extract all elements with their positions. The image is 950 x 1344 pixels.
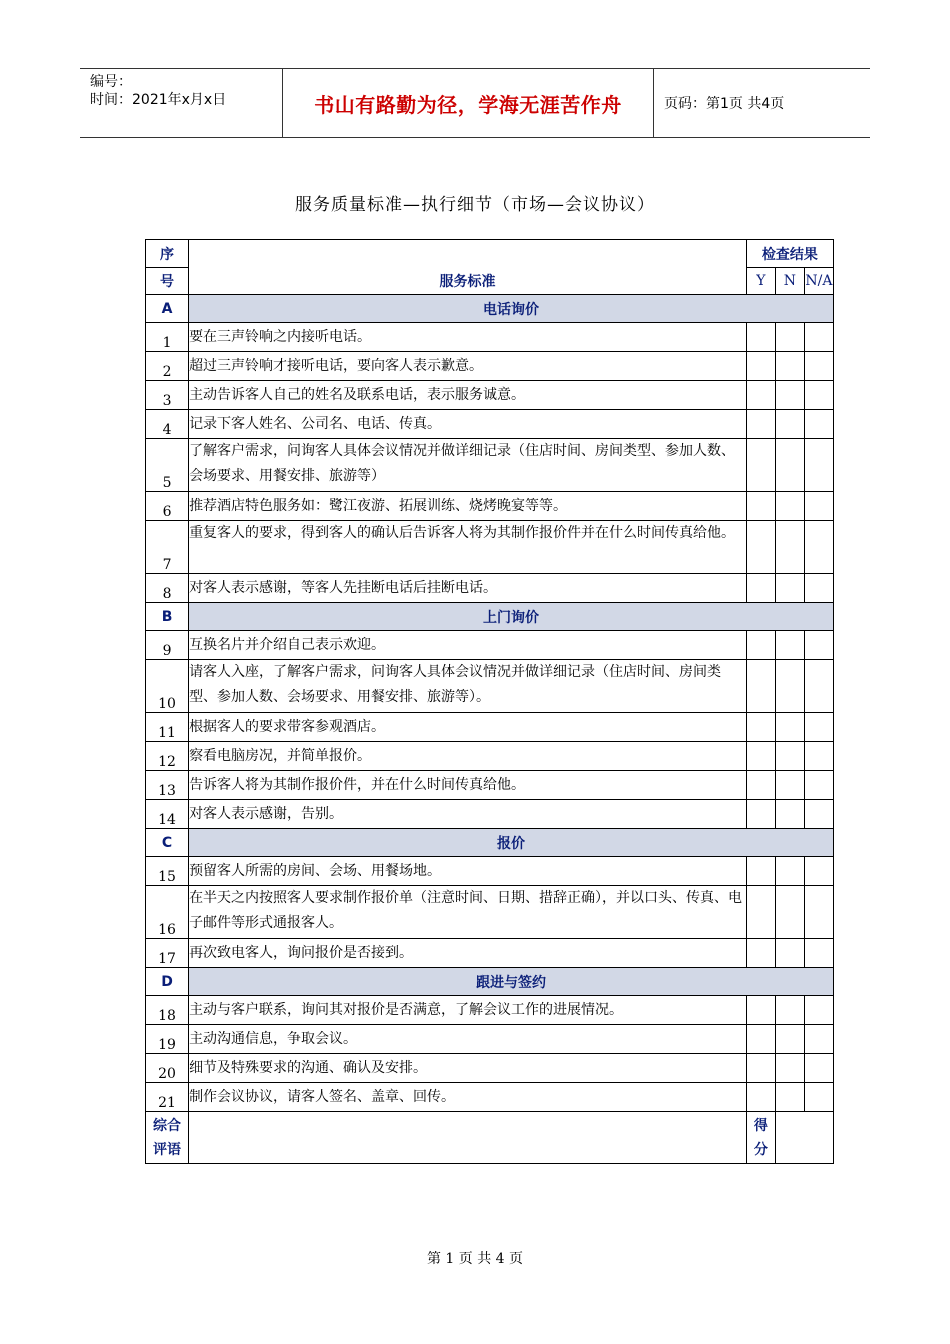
check-n-cell[interactable] <box>775 713 804 742</box>
check-n-cell[interactable] <box>775 742 804 771</box>
check-na-cell[interactable] <box>804 521 833 574</box>
standard-row <box>146 352 834 381</box>
check-na-cell[interactable] <box>804 800 833 829</box>
standard-row <box>146 660 834 713</box>
standard-text: 了解客户需求，问询客人具体会议情况并做详细记录（住店时间、房间类型、参加人数、会场要求、用餐安排、旅游等） <box>189 439 747 492</box>
standard-row <box>146 381 834 410</box>
check-y-cell[interactable] <box>746 771 775 800</box>
row-number: 9 <box>146 631 189 660</box>
standard-text: 主动告诉客人自己的姓名及联系电话，表示服务诚意。 <box>189 381 747 410</box>
check-y-cell[interactable] <box>746 410 775 439</box>
summary-label-line2: 评语 <box>153 1141 182 1158</box>
section-row <box>146 968 834 996</box>
col-check-header: 检查结果 <box>746 240 833 268</box>
section-id: C <box>146 829 189 857</box>
check-y-cell[interactable] <box>746 996 775 1025</box>
row-number: 11 <box>146 713 189 742</box>
check-na-cell[interactable] <box>804 771 833 800</box>
standard-text: 要在三声铃响之内接听电话。 <box>189 323 747 352</box>
row-number: 20 <box>146 1054 189 1083</box>
row-number: 1 <box>146 323 189 352</box>
check-na-cell[interactable] <box>804 1083 833 1112</box>
check-y-cell[interactable] <box>746 886 775 939</box>
section-id: D <box>146 968 189 996</box>
standard-text: 在半天之内按照客人要求制作报价单（注意时间、日期、措辞正确），并以口头、传真、电子邮件等形式通报客人。 <box>189 886 747 939</box>
col-na-header: N/A <box>804 268 833 295</box>
check-na-cell[interactable] <box>804 323 833 352</box>
check-n-cell[interactable] <box>775 939 804 968</box>
check-na-cell[interactable] <box>804 713 833 742</box>
standard-row <box>146 886 834 939</box>
check-na-cell[interactable] <box>804 1025 833 1054</box>
check-y-cell[interactable] <box>746 857 775 886</box>
section-title: 跟进与签约 <box>189 968 834 996</box>
standard-text: 互换名片并介绍自己表示欢迎。 <box>189 631 747 660</box>
standard-text: 记录下客人姓名、公司名、电话、传真。 <box>189 410 747 439</box>
row-number: 8 <box>146 574 189 603</box>
standard-row <box>146 771 834 800</box>
standard-text: 制作会议协议，请客人签名、盖章、回传。 <box>189 1083 747 1112</box>
standard-text: 细节及特殊要求的沟通、确认及安排。 <box>189 1054 747 1083</box>
standard-row <box>146 1054 834 1083</box>
check-y-cell[interactable] <box>746 574 775 603</box>
row-number: 6 <box>146 492 189 521</box>
check-y-cell[interactable] <box>746 521 775 574</box>
row-number: 18 <box>146 996 189 1025</box>
row-number: 21 <box>146 1083 189 1112</box>
score-value-cell[interactable] <box>775 1112 833 1164</box>
standard-text: 根据客人的要求带客参观酒店。 <box>189 713 747 742</box>
check-na-cell[interactable] <box>804 492 833 521</box>
row-number: 10 <box>146 660 189 713</box>
standard-row <box>146 521 834 574</box>
check-y-cell[interactable] <box>746 492 775 521</box>
row-number: 2 <box>146 352 189 381</box>
row-number: 19 <box>146 1025 189 1054</box>
check-na-cell[interactable] <box>804 996 833 1025</box>
check-y-cell[interactable] <box>746 713 775 742</box>
check-na-cell[interactable] <box>804 742 833 771</box>
check-y-cell[interactable] <box>746 1025 775 1054</box>
check-y-cell[interactable] <box>746 631 775 660</box>
standard-text: 请客人入座，了解客户需求，问询客人具体会议情况并做详细记录（住店时间、房间类型、参加人数、会场要求、用餐安排、旅游等）。 <box>189 660 747 713</box>
standard-row <box>146 713 834 742</box>
check-y-cell[interactable] <box>746 381 775 410</box>
check-n-cell[interactable] <box>775 800 804 829</box>
check-n-cell[interactable] <box>775 1025 804 1054</box>
check-na-cell[interactable] <box>804 631 833 660</box>
standard-row <box>146 323 834 352</box>
row-number: 5 <box>146 439 189 492</box>
check-n-cell[interactable] <box>775 381 804 410</box>
summary-label-line1: 综合 <box>153 1117 182 1134</box>
check-y-cell[interactable] <box>746 439 775 492</box>
check-na-cell[interactable] <box>804 1054 833 1083</box>
row-number: 17 <box>146 939 189 968</box>
check-y-cell[interactable] <box>746 1083 775 1112</box>
score-label <box>746 1112 775 1164</box>
check-y-cell[interactable] <box>746 660 775 713</box>
col-n-header: N <box>775 268 804 295</box>
row-number: 13 <box>146 771 189 800</box>
section-row <box>146 829 834 857</box>
check-na-cell[interactable] <box>804 660 833 713</box>
check-na-cell[interactable] <box>804 574 833 603</box>
row-number: 7 <box>146 521 189 574</box>
check-n-cell[interactable] <box>775 771 804 800</box>
score-label-line1: 得 <box>753 1117 768 1134</box>
row-number: 12 <box>146 742 189 771</box>
standard-row <box>146 410 834 439</box>
col-no-header-top: 序 <box>146 240 189 268</box>
standard-row <box>146 1025 834 1054</box>
col-standard-header: 服务标准 <box>189 240 747 295</box>
section-row <box>146 295 834 323</box>
standard-text: 重复客人的要求，得到客人的确认后告诉客人将为其制作报价件并在什么时间传真给他。 <box>189 521 747 574</box>
standard-row <box>146 492 834 521</box>
check-na-cell[interactable] <box>804 410 833 439</box>
section-title: 电话询价 <box>189 295 834 323</box>
summary-label <box>146 1112 189 1164</box>
check-n-cell[interactable] <box>775 660 804 713</box>
page-header <box>80 68 870 138</box>
check-na-cell[interactable] <box>804 381 833 410</box>
standard-text: 察看电脑房况，并简单报价。 <box>189 742 747 771</box>
check-n-cell[interactable] <box>775 1083 804 1112</box>
standard-row <box>146 439 834 492</box>
check-na-cell[interactable] <box>804 352 833 381</box>
section-row <box>146 603 834 631</box>
check-y-cell[interactable] <box>746 742 775 771</box>
standard-text: 主动与客户联系，询问其对报价是否满意，了解会议工作的进展情况。 <box>189 996 747 1025</box>
row-number: 3 <box>146 381 189 410</box>
standard-text: 再次致电客人，询问报价是否接到。 <box>189 939 747 968</box>
standard-row <box>146 800 834 829</box>
service-standard-table <box>145 239 834 1164</box>
section-title: 上门询价 <box>189 603 834 631</box>
standard-row <box>146 1083 834 1112</box>
standard-row <box>146 996 834 1025</box>
check-y-cell[interactable] <box>746 1054 775 1083</box>
check-n-cell[interactable] <box>775 492 804 521</box>
page-indicator: 页码：第1页 共4页 <box>664 96 785 112</box>
motto-text: 书山有路勤为径，学海无涯苦作舟 <box>314 92 622 117</box>
check-y-cell[interactable] <box>746 939 775 968</box>
check-n-cell[interactable] <box>775 886 804 939</box>
standard-row <box>146 574 834 603</box>
row-number: 4 <box>146 410 189 439</box>
standard-row <box>146 742 834 771</box>
col-y-header: Y <box>746 268 775 295</box>
col-no-header-bottom: 号 <box>146 268 189 295</box>
row-number: 15 <box>146 857 189 886</box>
summary-row <box>146 1112 834 1164</box>
check-na-cell[interactable] <box>804 857 833 886</box>
row-number: 16 <box>146 886 189 939</box>
check-n-cell[interactable] <box>775 323 804 352</box>
check-n-cell[interactable] <box>775 857 804 886</box>
standard-text: 超过三声铃响才接听电话，要向客人表示歉意。 <box>189 352 747 381</box>
row-number: 14 <box>146 800 189 829</box>
check-na-cell[interactable] <box>804 439 833 492</box>
check-n-cell[interactable] <box>775 521 804 574</box>
number-label: 编号： <box>90 74 132 90</box>
section-title: 报价 <box>189 829 834 857</box>
standard-text: 对客人表示感谢，告别。 <box>189 800 747 829</box>
standard-text: 对客人表示感谢，等客人先挂断电话后挂断电话。 <box>189 574 747 603</box>
standard-text: 预留客人所需的房间、会场、用餐场地。 <box>189 857 747 886</box>
section-id: B <box>146 603 189 631</box>
standard-text: 主动沟通信息，争取会议。 <box>189 1025 747 1054</box>
document-title: 服务质量标准—执行细节（市场—会议协议） <box>295 195 655 215</box>
check-n-cell[interactable] <box>775 996 804 1025</box>
check-n-cell[interactable] <box>775 439 804 492</box>
check-n-cell[interactable] <box>775 352 804 381</box>
check-y-cell[interactable] <box>746 800 775 829</box>
check-n-cell[interactable] <box>775 1054 804 1083</box>
standard-row <box>146 631 834 660</box>
header-motto <box>283 69 654 137</box>
header-meta <box>80 69 283 137</box>
page-footer: 第 1 页 共 4 页 <box>426 1251 524 1267</box>
standard-row <box>146 857 834 886</box>
check-n-cell[interactable] <box>775 574 804 603</box>
section-id: A <box>146 295 189 323</box>
check-n-cell[interactable] <box>775 631 804 660</box>
check-na-cell[interactable] <box>804 886 833 939</box>
time-label: 时间：2021年x月x日 <box>90 92 227 108</box>
check-y-cell[interactable] <box>746 323 775 352</box>
score-label-line2: 分 <box>753 1141 768 1158</box>
check-n-cell[interactable] <box>775 410 804 439</box>
standard-text: 推荐酒店特色服务如：鹭江夜游、拓展训练、烧烤晚宴等等。 <box>189 492 747 521</box>
summary-comment-cell[interactable] <box>189 1112 747 1164</box>
check-na-cell[interactable] <box>804 939 833 968</box>
standard-row <box>146 939 834 968</box>
check-y-cell[interactable] <box>746 352 775 381</box>
standard-text: 告诉客人将为其制作报价件，并在什么时间传真给他。 <box>189 771 747 800</box>
